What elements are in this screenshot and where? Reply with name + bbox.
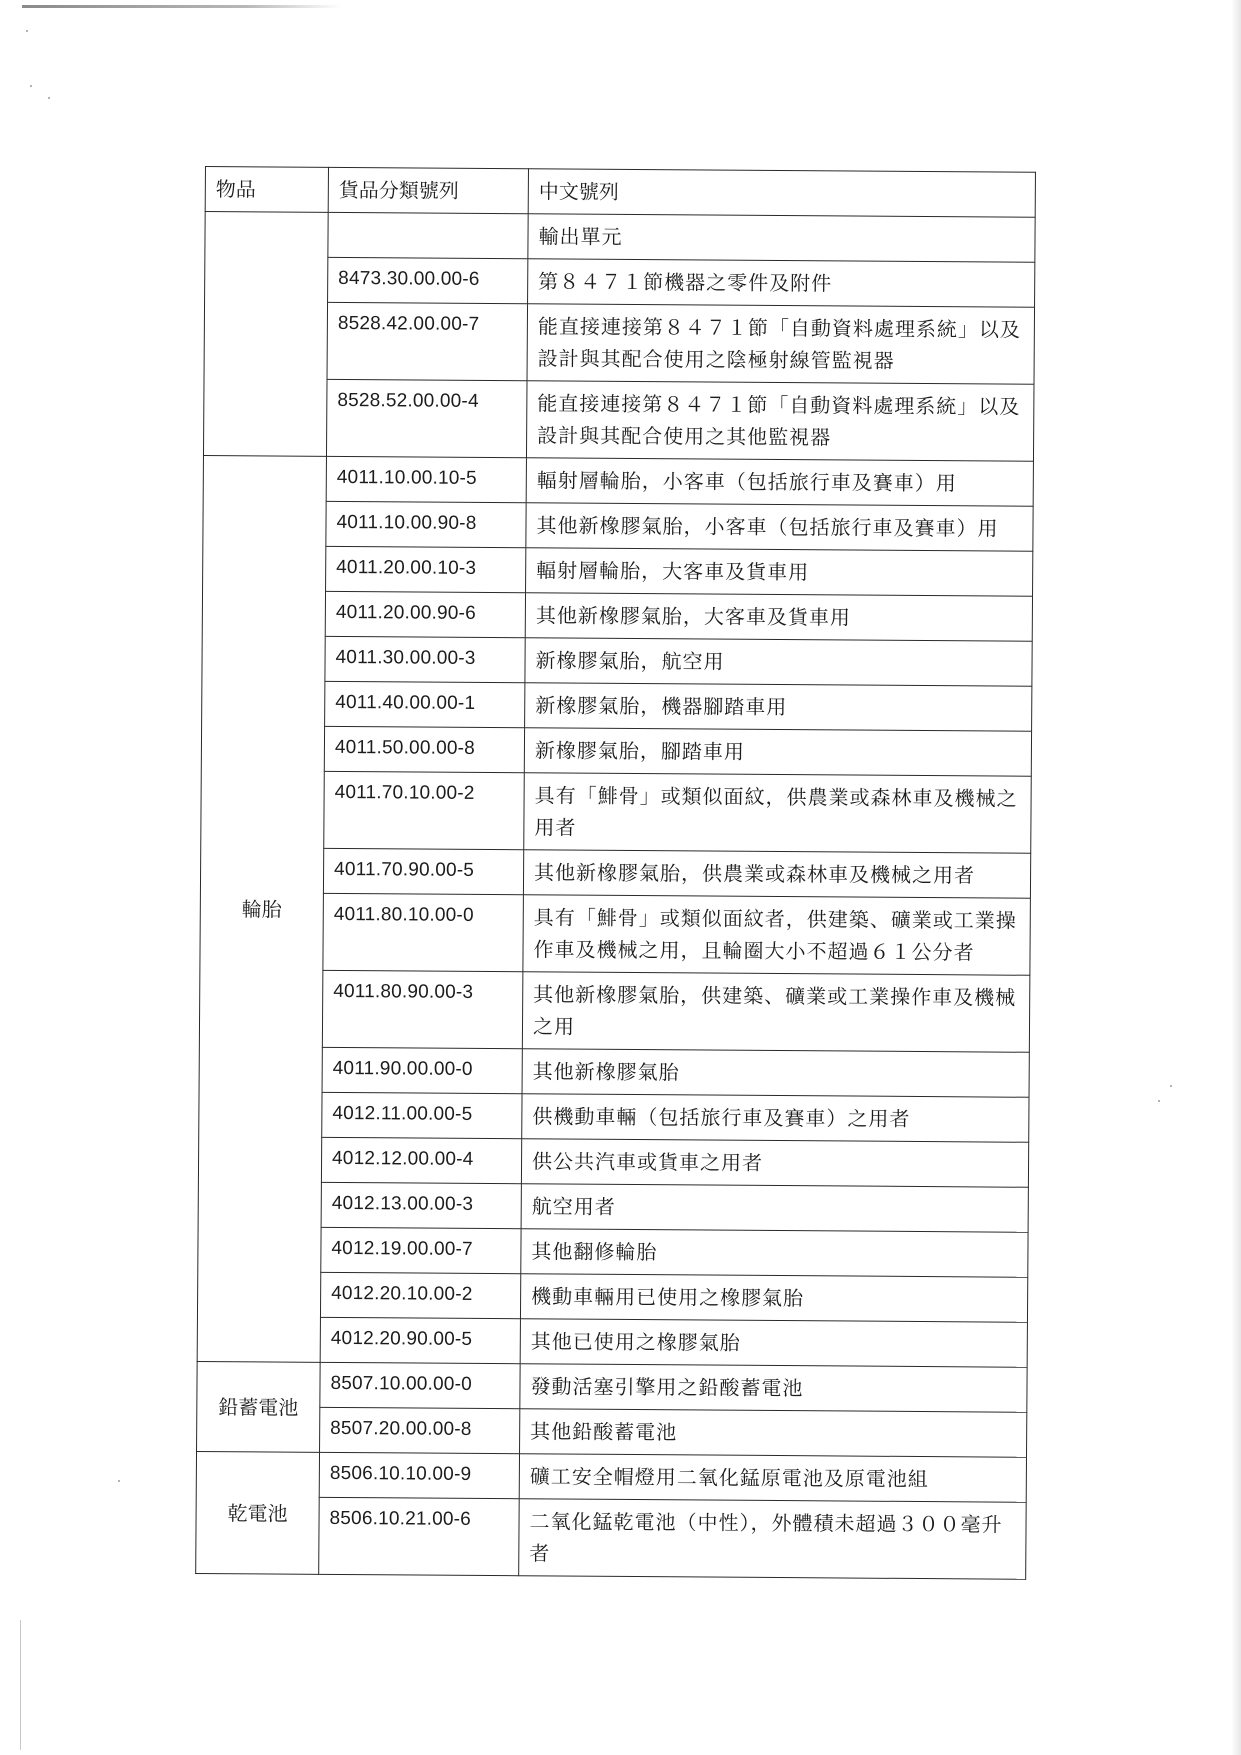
table-row	[199, 1091, 1029, 1142]
tariff-code-cell: 4011.80.10.00-0	[323, 893, 524, 971]
tariff-code-cell: 4012.12.00.00-4	[321, 1137, 521, 1183]
header-item: 物品	[205, 167, 328, 213]
description-cell: 具有「鯡骨」或類似面紋，供農業或森林車及機械之用者	[524, 773, 1032, 854]
scan-speck	[26, 30, 28, 32]
item-category-cell: 鉛蓄電池	[197, 1361, 321, 1452]
tariff-code-cell: 4012.20.10.00-2	[320, 1272, 520, 1318]
tariff-code-table	[195, 166, 1036, 1580]
tariff-code-cell: 8506.10.21.00-6	[319, 1497, 520, 1575]
description-cell: 航空用者	[521, 1184, 1028, 1233]
table-row	[200, 892, 1031, 975]
description-cell: 礦工安全帽燈用二氧化錳原電池及原電池組	[519, 1454, 1026, 1503]
tariff-code-cell: 4012.19.00.00-7	[321, 1227, 521, 1273]
description-cell: 供公共汽車或貨車之用者	[521, 1139, 1028, 1188]
description-cell: 能直接連接第８４７１節「自動資料處理系統」以及設計與其配合使用之陰極射線管監視器	[527, 304, 1035, 385]
description-cell: 發動活塞引擎用之鉛酸蓄電池	[520, 1364, 1027, 1413]
scan-shadow	[1231, 0, 1241, 1755]
table-row	[197, 1316, 1027, 1367]
table-row	[198, 1136, 1028, 1187]
scan-speck	[118, 1480, 120, 1482]
table-row	[202, 635, 1032, 686]
table-row	[201, 770, 1032, 853]
scan-speck	[30, 85, 32, 87]
description-cell: 其他新橡膠氣胎，小客車（包括旅行車及賽車）用	[526, 503, 1033, 552]
description-cell: 第８４７１節機器之零件及附件	[528, 259, 1035, 308]
description-cell: 供機動車輛（包括旅行車及賽車）之用者	[522, 1094, 1029, 1143]
table-row	[203, 455, 1033, 506]
tariff-code-cell: 4012.13.00.00-3	[321, 1182, 521, 1228]
table-row	[202, 590, 1032, 641]
tariff-code-cell: 4011.50.00.00-8	[324, 726, 524, 772]
table-row	[199, 969, 1030, 1052]
tariff-code-cell: 4011.70.10.00-2	[324, 771, 525, 849]
tariff-code-cell: 4011.80.90.00-3	[322, 970, 523, 1048]
tariff-code-cell: 4011.40.00.00-1	[325, 681, 525, 727]
scan-edge-line	[22, 5, 342, 8]
table-row	[202, 680, 1032, 731]
description-cell: 其他新橡膠氣胎	[522, 1049, 1029, 1098]
table-row	[199, 1046, 1029, 1097]
tariff-code-cell: 4012.11.00.00-5	[322, 1092, 522, 1138]
tariff-code-cell: 8507.10.00.00-0	[320, 1362, 520, 1408]
description-cell: 其他鉛酸蓄電池	[520, 1409, 1027, 1458]
table-header-row	[205, 167, 1035, 218]
description-cell: 新橡膠氣胎，腳踏車用	[524, 728, 1031, 777]
table-row	[205, 212, 1035, 263]
table-row	[197, 1271, 1027, 1322]
table-row	[204, 302, 1035, 385]
tariff-code-cell: 8506.10.10.00-9	[319, 1452, 519, 1498]
header-code: 貨品分類號列	[328, 167, 528, 213]
description-cell: 新橡膠氣胎，航空用	[525, 638, 1032, 687]
scan-speck	[1170, 1085, 1172, 1087]
tariff-code-cell	[328, 212, 528, 258]
description-cell: 輻射層輪胎，小客車（包括旅行車及賽車）用	[526, 458, 1033, 507]
table-row	[196, 1451, 1026, 1502]
tariff-code-cell: 8507.20.00.00-8	[320, 1407, 520, 1453]
description-cell: 輻射層輪胎，大客車及貨車用	[526, 548, 1033, 597]
tariff-code-cell: 4011.10.00.90-8	[326, 501, 526, 547]
table-row	[197, 1406, 1027, 1457]
tariff-code-cell: 4011.20.00.10-3	[326, 546, 526, 592]
tariff-code-cell: 4011.70.90.00-5	[323, 848, 523, 894]
scan-edge-line-left	[20, 1620, 21, 1750]
table-row	[198, 1181, 1028, 1232]
description-cell: 其他翻修輪胎	[521, 1229, 1028, 1278]
table-row	[203, 545, 1033, 596]
table-row	[203, 500, 1033, 551]
tariff-code-cell: 8473.30.00.00-6	[328, 257, 528, 303]
table-row	[200, 847, 1030, 898]
table-row	[196, 1496, 1027, 1579]
tariff-code-cell: 8528.52.00.00-4	[326, 379, 527, 457]
description-cell: 能直接連接第８４７１節「自動資料處理系統」以及設計與其配合使用之其他監視器	[526, 381, 1034, 462]
description-cell: 具有「鯡骨」或類似面紋者，供建築、礦業或工業操作車及機械之用，且輪圈大小不超過６１公分者	[523, 895, 1031, 976]
table-row	[201, 725, 1031, 776]
tariff-code-cell: 4011.90.00.00-0	[322, 1047, 522, 1093]
description-cell: 新橡膠氣胎，機器腳踏車用	[525, 683, 1032, 732]
scan-speck	[1158, 1100, 1160, 1102]
header-description: 中文號列	[528, 169, 1035, 218]
description-cell: 輸出單元	[528, 214, 1035, 263]
tariff-code-cell: 8528.42.00.00-7	[327, 302, 528, 380]
tariff-code-cell: 4011.20.00.90-6	[325, 591, 525, 637]
tariff-code-cell: 4012.20.90.00-5	[320, 1317, 520, 1363]
table-body	[196, 212, 1035, 1580]
description-cell: 其他新橡膠氣胎，大客車及貨車用	[525, 593, 1032, 642]
table-row	[203, 378, 1034, 461]
description-cell: 其他新橡膠氣胎，供農業或森林車及機械之用者	[523, 850, 1030, 899]
tariff-code-cell: 4011.30.00.00-3	[325, 636, 525, 682]
item-category-cell: 乾電池	[196, 1451, 320, 1574]
item-category-cell	[203, 212, 328, 457]
tariff-code-cell: 4011.10.00.10-5	[326, 456, 526, 502]
scan-speck	[48, 97, 50, 99]
table-row	[205, 257, 1035, 308]
item-category-cell: 輪胎	[197, 455, 326, 1362]
table-row	[197, 1361, 1027, 1412]
description-cell: 機動車輛用已使用之橡膠氣胎	[520, 1274, 1027, 1323]
table-row	[198, 1226, 1028, 1277]
description-cell: 其他已使用之橡膠氣胎	[520, 1319, 1027, 1368]
description-cell: 其他新橡膠氣胎，供建築、礦業或工業操作車及機械之用	[522, 972, 1030, 1053]
description-cell: 二氧化錳乾電池（中性），外體積未超過３００毫升者	[519, 1499, 1027, 1580]
